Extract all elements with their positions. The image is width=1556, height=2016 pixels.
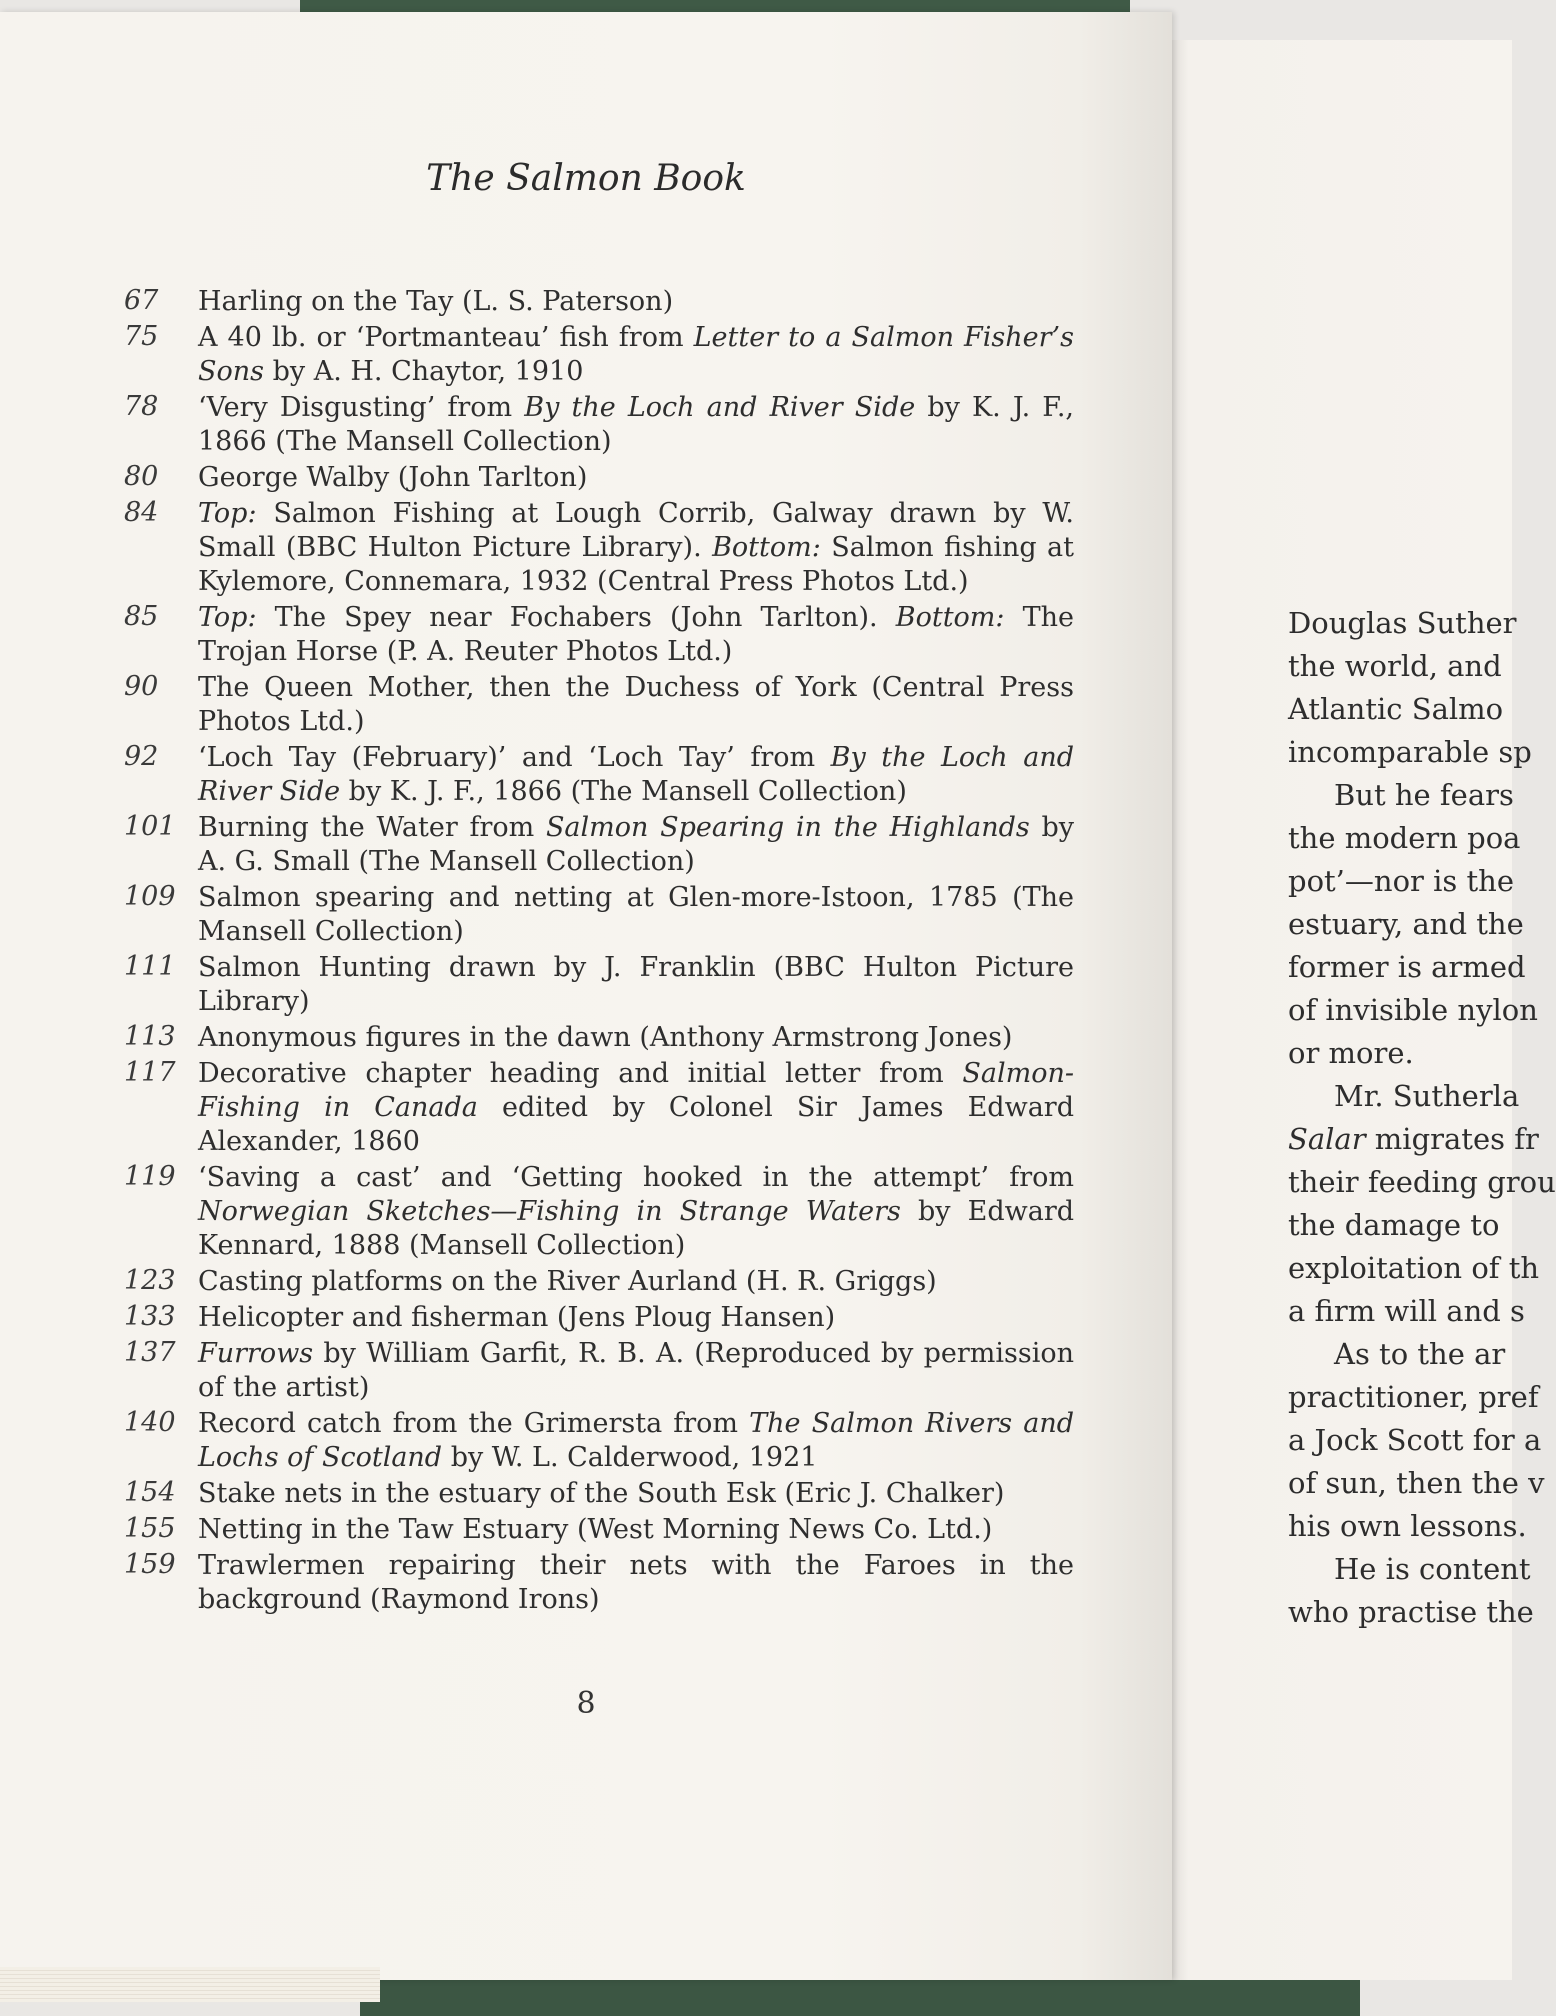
text-line: exploitation of th <box>1288 1251 1540 1285</box>
page-ref: 119 <box>124 1161 176 1192</box>
caption-text <box>198 601 1074 669</box>
list-item <box>124 1337 1074 1405</box>
text-line: Mr. Sutherla <box>1334 1079 1520 1113</box>
caption-text <box>198 671 1074 739</box>
page-ref: 84 <box>124 497 159 528</box>
page-ref: 101 <box>124 811 176 842</box>
caption-italic: Top: <box>198 602 257 633</box>
caption-segment: Netting in the Taw Estuary (West Morning News Co. Ltd.) <box>198 1514 993 1545</box>
text-line: practitioner, pref <box>1288 1380 1539 1414</box>
caption-italic: By the Loch and River Side <box>524 392 916 423</box>
page-ref: 117 <box>124 1057 176 1088</box>
list-item <box>124 601 1074 669</box>
list-item <box>124 741 1074 809</box>
text-line: He is content <box>1334 1552 1531 1586</box>
text-line: As to the ar <box>1334 1337 1506 1371</box>
caption-italic: Top: <box>198 498 257 529</box>
caption-text <box>198 285 1074 319</box>
page-ref: 75 <box>124 321 159 352</box>
text-line: the modern poa <box>1288 821 1521 855</box>
text-line: Atlantic Salmo <box>1288 692 1504 726</box>
page-number: 8 <box>576 1686 596 1721</box>
text-line: who practise the <box>1288 1595 1534 1629</box>
caption-segment: Record catch from the Grimersta from <box>198 1408 750 1439</box>
caption-italic: Norwegian Sketches—Fishing in Strange Waters <box>198 1196 901 1227</box>
text-line: his own lessons. <box>1288 1509 1527 1543</box>
page-ref: 109 <box>124 881 176 912</box>
caption-segment: The Trojan Horse (P. A. Reuter Photos Ltd.) <box>198 602 1074 667</box>
caption-segment: by K. J. F., 1866 (The Mansell Collection) <box>340 776 907 807</box>
caption-italic: Bottom: <box>712 532 821 563</box>
list-item <box>124 1301 1074 1335</box>
list-item <box>124 951 1074 1019</box>
caption-italic: Salmon-Fishing in Canada <box>198 1058 1074 1123</box>
caption-segment: edited by Colonel Sir James Edward Alexander, 1860 <box>198 1092 1074 1157</box>
caption-segment: Salmon fishing at Kylemore, Connemara, 1932 (Central Press Photos Ltd.) <box>198 532 1074 597</box>
caption-segment: Salmon Fishing at Lough Corrib, Galway drawn by W. Small (BBC Hulton Picture Library). <box>198 498 1074 563</box>
caption-segment: Trawlermen repairing their nets with the Faroes in the background (Raymond Irons) <box>198 1550 1074 1615</box>
caption-segment: George Walby (John Tarlton) <box>198 462 588 493</box>
page-ref: 90 <box>124 671 159 702</box>
page-ref: 113 <box>124 1021 176 1052</box>
caption-segment: ‘Saving a cast’ and ‘Getting hooked in the attempt’ from <box>198 1162 1074 1193</box>
caption-text <box>198 391 1074 459</box>
caption-italic: Salmon Spearing in the Highlands <box>545 812 1030 843</box>
list-item <box>124 497 1074 599</box>
list-item <box>124 1549 1074 1617</box>
page-ref: 92 <box>124 741 159 772</box>
illustration-list <box>124 285 1074 1619</box>
list-item <box>124 1021 1074 1055</box>
text-line: a Jock Scott for a <box>1288 1423 1542 1457</box>
caption-text <box>198 1265 1074 1299</box>
text-line: their feeding grou <box>1288 1165 1556 1199</box>
list-item <box>124 1161 1074 1263</box>
caption-italic: Bottom: <box>895 602 1005 633</box>
text-line: Douglas Suther <box>1288 606 1517 640</box>
caption-segment: The Spey near Fochabers (John Tarlton). <box>256 602 896 633</box>
text-line: a firm will and s <box>1288 1294 1525 1328</box>
caption-text <box>198 1161 1074 1263</box>
text-line: the damage to <box>1288 1208 1500 1242</box>
list-item <box>124 671 1074 739</box>
caption-text <box>198 951 1074 1019</box>
list-item <box>124 391 1074 459</box>
caption-text <box>198 1513 1074 1547</box>
text-line: Salar migrates fr <box>1288 1122 1539 1156</box>
list-item <box>124 1057 1074 1159</box>
list-item <box>124 881 1074 949</box>
page-ref: 123 <box>124 1265 176 1296</box>
text-line: estuary, and the <box>1288 907 1524 941</box>
list-item <box>124 321 1074 389</box>
caption-segment: by K. J. F., 1866 (The Mansell Collection) <box>198 392 1074 457</box>
caption-segment: Salmon Hunting drawn by J. Franklin (BBC Hulton Picture Library) <box>198 952 1074 1017</box>
caption-text <box>198 497 1074 599</box>
page-edges <box>0 1967 380 2002</box>
caption-text <box>198 881 1074 949</box>
caption-text <box>198 1301 1074 1335</box>
text-line: pot’—nor is the <box>1288 864 1514 898</box>
running-head: The Salmon Book <box>426 158 746 199</box>
caption-text <box>198 1407 1074 1475</box>
page-ref: 140 <box>124 1407 176 1438</box>
right-page-text <box>1288 602 1556 1634</box>
caption-segment: Salmon spearing and netting at Glen-more-Istoon, 1785 (The Mansell Collection) <box>198 882 1074 947</box>
caption-text <box>198 741 1074 809</box>
caption-segment: Stake nets in the estuary of the South Esk (Eric J. Chalker) <box>198 1478 1005 1509</box>
caption-text <box>198 811 1074 879</box>
caption-segment: by W. L. Calderwood, 1921 <box>442 1442 818 1473</box>
page-ref: 67 <box>124 285 159 316</box>
page-ref: 137 <box>124 1337 176 1368</box>
page-ref: 80 <box>124 461 159 492</box>
page-ref: 133 <box>124 1301 176 1332</box>
text-line: of invisible nylon <box>1288 993 1538 1027</box>
text-line: former is armed <box>1288 950 1526 984</box>
caption-text <box>198 1057 1074 1159</box>
caption-segment: The Queen Mother, then the Duchess of York (Central Press Photos Ltd.) <box>198 672 1074 737</box>
text-line: But he fears <box>1334 778 1514 812</box>
page-ref: 111 <box>124 951 176 982</box>
caption-text <box>198 1477 1074 1511</box>
caption-segment: Casting platforms on the River Aurland (H. R. Griggs) <box>198 1266 937 1297</box>
page-ref: 159 <box>124 1549 176 1580</box>
caption-segment: ‘Very Disgusting’ from <box>198 392 525 423</box>
caption-text <box>198 461 1074 495</box>
list-item <box>124 1477 1074 1511</box>
text-line: or more. <box>1288 1036 1414 1070</box>
text-line: the world, and <box>1288 649 1502 683</box>
caption-text <box>198 1337 1074 1405</box>
page-ref: 78 <box>124 391 159 422</box>
caption-segment: ‘Loch Tay (February)’ and ‘Loch Tay’ from <box>198 742 831 773</box>
caption-segment: Decorative chapter heading and initial letter from <box>198 1058 963 1089</box>
page-ref: 155 <box>124 1513 176 1544</box>
caption-segment: Burning the Water from <box>198 812 546 843</box>
caption-segment: by A. G. Small (The Mansell Collection) <box>198 812 1074 877</box>
list-item <box>124 1513 1074 1547</box>
text-line: of sun, then the v <box>1288 1466 1545 1500</box>
caption-text <box>198 321 1074 389</box>
caption-segment: Harling on the Tay (L. S. Paterson) <box>198 286 674 317</box>
page-ref: 154 <box>124 1477 176 1508</box>
caption-segment: A 40 lb. or ‘Portmanteau’ fish from <box>198 322 694 353</box>
caption-segment: Helicopter and fisherman (Jens Ploug Hansen) <box>198 1302 836 1333</box>
list-item <box>124 461 1074 495</box>
list-item <box>124 1407 1074 1475</box>
text-line: incomparable sp <box>1288 735 1532 769</box>
caption-italic: By the Loch and River Side <box>198 742 1074 807</box>
caption-italic: The Salmon Rivers and Lochs of Scotland <box>198 1408 1074 1473</box>
caption-segment: by Edward Kennard, 1888 (Mansell Collection) <box>198 1196 1075 1261</box>
caption-segment: by William Garfit, R. B. A. (Reproduced by permission of the artist) <box>198 1338 1074 1403</box>
caption-segment: by A. H. Chaytor, 1910 <box>264 356 584 387</box>
list-item <box>124 811 1074 879</box>
list-item <box>124 1265 1074 1299</box>
caption-text <box>198 1549 1074 1617</box>
caption-segment: Anonymous figures in the dawn (Anthony Armstrong Jones) <box>198 1022 1013 1053</box>
caption-italic: Furrows <box>198 1338 314 1369</box>
list-item <box>124 285 1074 319</box>
caption-italic: Letter to a Salmon Fisher’s Sons <box>198 322 1074 387</box>
page-ref: 85 <box>124 601 159 632</box>
caption-text <box>198 1021 1074 1055</box>
